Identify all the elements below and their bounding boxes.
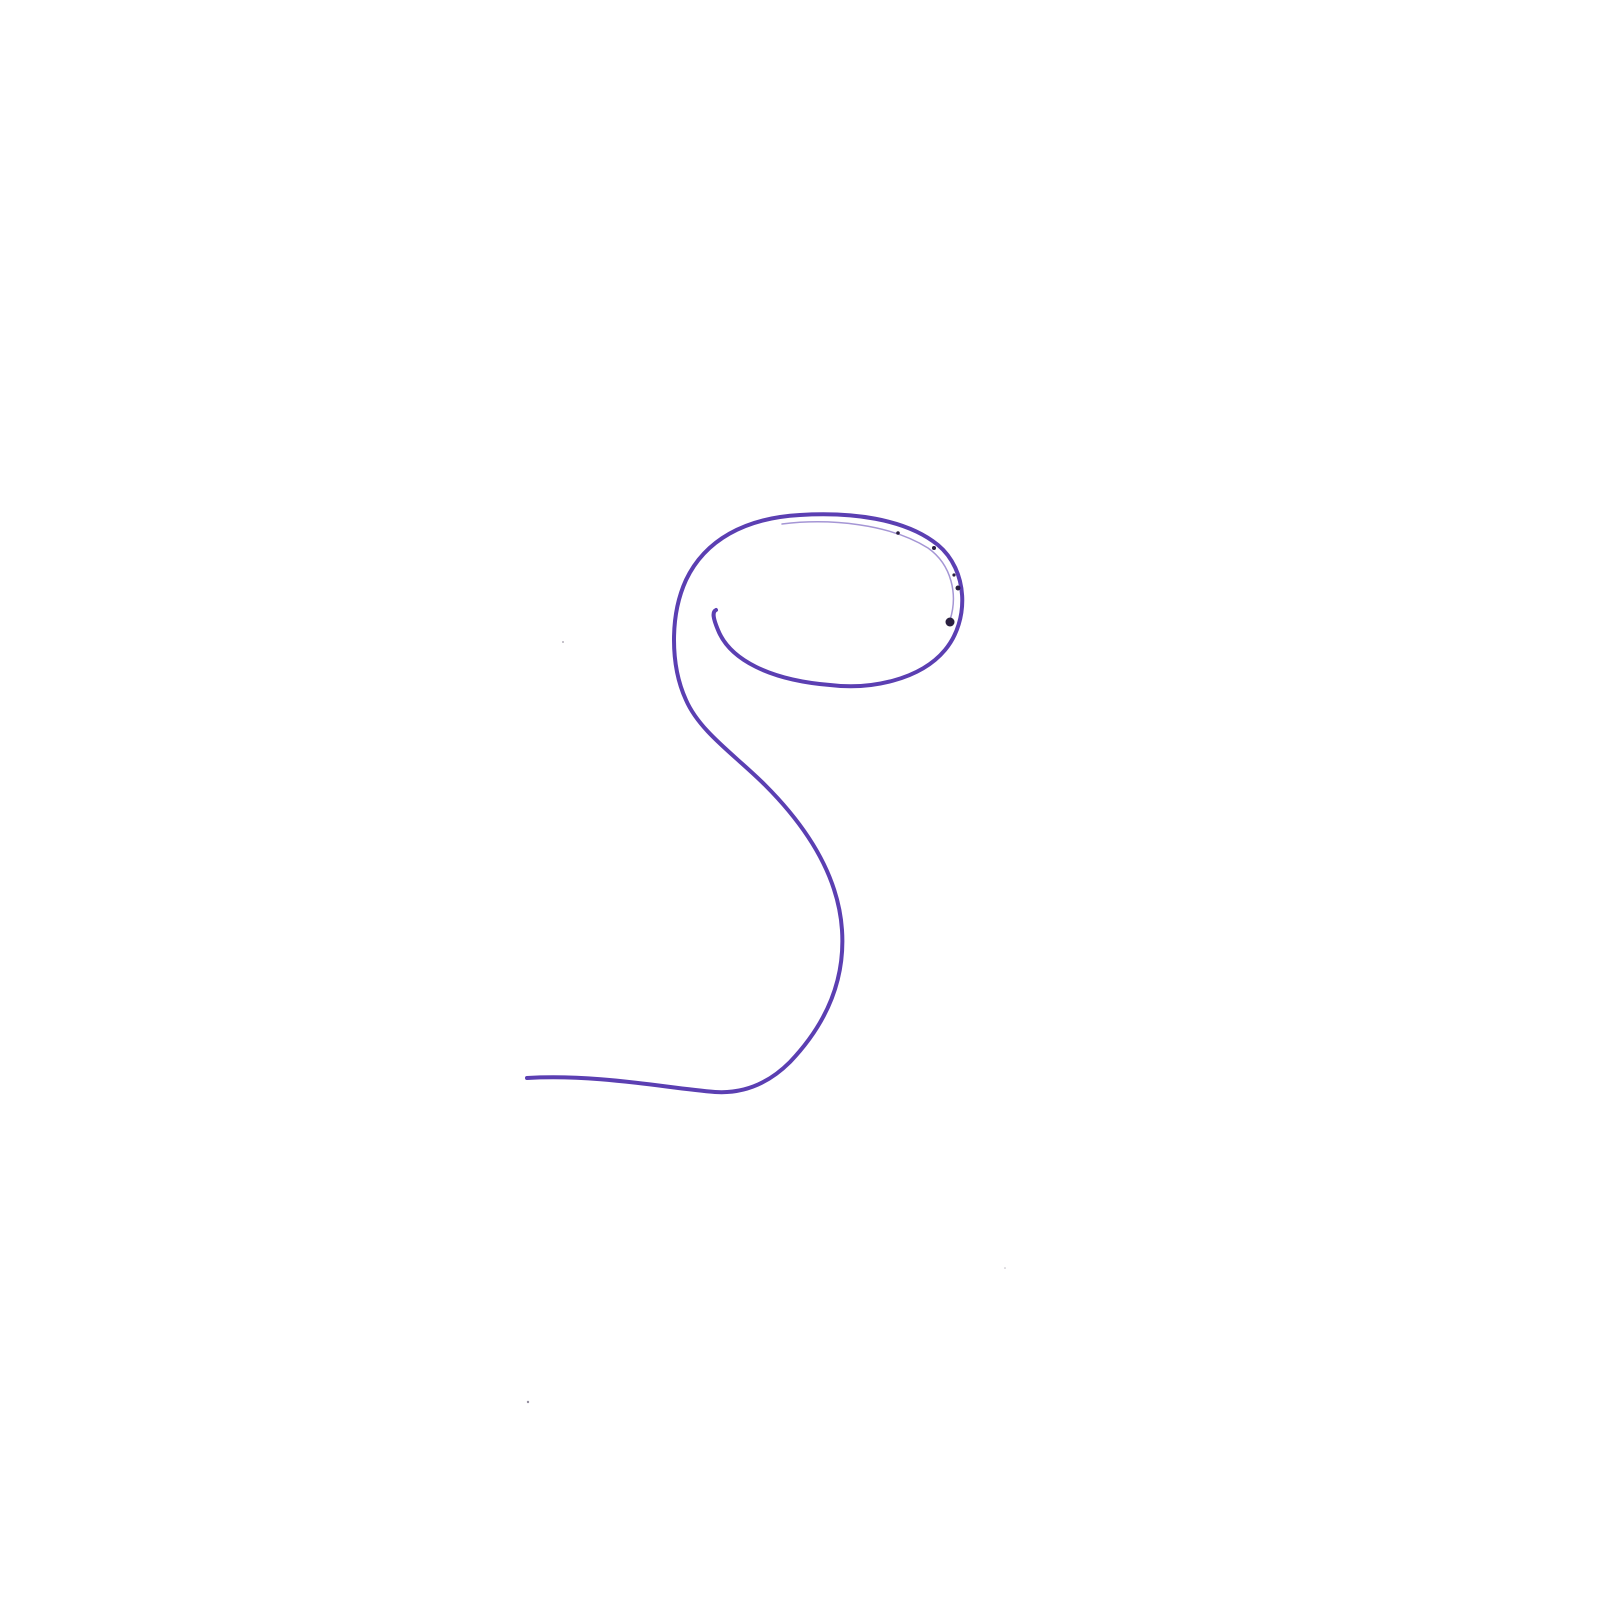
ink-speck bbox=[932, 546, 936, 550]
ink-curl-stroke bbox=[527, 514, 962, 1092]
ink-speck bbox=[896, 531, 900, 535]
ink-speck bbox=[956, 586, 961, 591]
ink-speck bbox=[946, 618, 955, 627]
paper-dust bbox=[527, 1401, 529, 1403]
paper-dust bbox=[562, 641, 564, 643]
ink-speck bbox=[952, 573, 955, 576]
paper-dust bbox=[1004, 1267, 1006, 1269]
